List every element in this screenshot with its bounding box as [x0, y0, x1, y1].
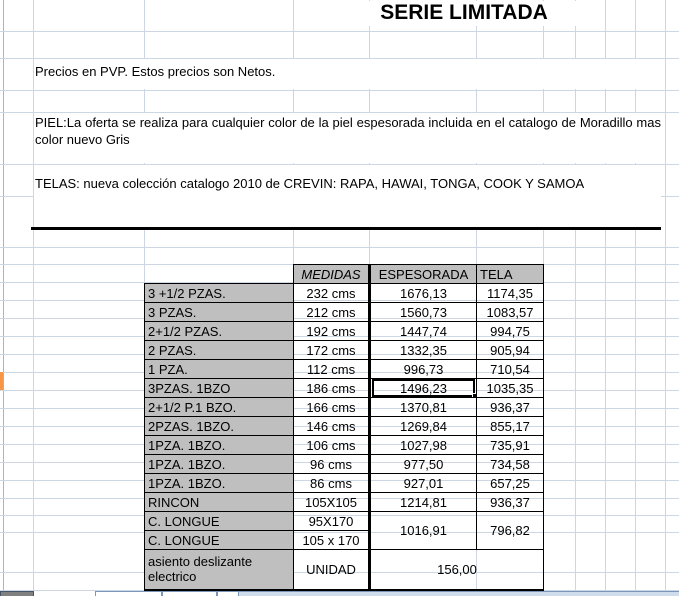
table-row: [145, 322, 544, 341]
cell-tela[interactable]: 657,25: [477, 474, 544, 493]
cell-label[interactable]: 1PZA. 1BZO.: [145, 436, 294, 455]
cell-label[interactable]: RINCON: [145, 493, 294, 512]
cell-tela[interactable]: 936,37: [477, 493, 544, 512]
cell-label[interactable]: 1 PZA.: [145, 360, 294, 379]
cell-label[interactable]: 3PZAS. 1BZO: [145, 379, 294, 398]
cell-espesorada[interactable]: 1269,84: [370, 417, 477, 436]
cell-medidas[interactable]: 96 cms: [294, 455, 370, 474]
cell-label[interactable]: asiento deslizante electrico: [145, 550, 294, 590]
cell-tela[interactable]: 710,54: [477, 360, 544, 379]
thick-divider-line: [31, 227, 661, 230]
table-row: [145, 398, 544, 417]
cell-medidas[interactable]: UNIDAD: [294, 550, 370, 590]
col-header-tela[interactable]: TELA: [477, 265, 544, 284]
price-table: [144, 264, 544, 591]
note-telas-cell[interactable]: [34, 165, 661, 227]
cell-label[interactable]: 3 +1/2 PZAS.: [145, 284, 294, 303]
table-row: [145, 455, 544, 474]
sheet-scroll-bar[interactable]: [239, 591, 679, 596]
header-empty-cell[interactable]: [145, 265, 294, 284]
cell-medidas[interactable]: 146 cms: [294, 417, 370, 436]
cell-espesorada[interactable]: 1560,73: [370, 303, 477, 322]
cell-medidas[interactable]: 212 cms: [294, 303, 370, 322]
gridline: [0, 90, 679, 91]
cell-tela[interactable]: 1035,35: [477, 379, 544, 398]
table-row: [145, 512, 544, 531]
cell-espesorada[interactable]: 1676,13: [370, 284, 477, 303]
sheet-tab[interactable]: [95, 591, 162, 596]
cell-label[interactable]: C. LONGUE: [145, 531, 294, 550]
cell-medidas[interactable]: 105 x 170: [294, 531, 370, 550]
cell-tela[interactable]: 1083,57: [477, 303, 544, 322]
gridline: [0, 247, 679, 248]
gridline: [0, 31, 679, 32]
page-title: SERIE LIMITADA: [336, 1, 592, 26]
cell-medidas[interactable]: 86 cms: [294, 474, 370, 493]
cell-tela[interactable]: 994,75: [477, 322, 544, 341]
table-header-row: [145, 265, 544, 284]
cell-espesorada[interactable]: 1332,35: [370, 341, 477, 360]
cell-tela[interactable]: 905,94: [477, 341, 544, 360]
cell-espesorada[interactable]: 927,01: [370, 474, 477, 493]
note-piel: PIEL:La oferta se realiza para cualquier color de la piel espesorada incluida en el catalogo de Moradillo mas color nuevo Gris: [35, 115, 661, 147]
cell-tela[interactable]: 735,91: [477, 436, 544, 455]
cell-medidas[interactable]: 172 cms: [294, 341, 370, 360]
cell-tela[interactable]: 734,58: [477, 455, 544, 474]
cell-medidas[interactable]: 105X105: [294, 493, 370, 512]
cell-espesorada[interactable]: 1016,91: [370, 512, 477, 550]
cell-medidas[interactable]: 192 cms: [294, 322, 370, 341]
cell-label[interactable]: 2+1/2 PZAS.: [145, 322, 294, 341]
sheet-tab-bar: [0, 591, 679, 595]
cell-medidas[interactable]: 95X170: [294, 512, 370, 531]
sheet-tab[interactable]: [162, 591, 217, 596]
cell-espesorada[interactable]: 996,73: [370, 360, 477, 379]
cell-medidas[interactable]: 232 cms: [294, 284, 370, 303]
cell-label[interactable]: 2 PZAS.: [145, 341, 294, 360]
cell-espesorada[interactable]: 977,50: [370, 455, 477, 474]
cell-medidas[interactable]: 106 cms: [294, 436, 370, 455]
cell-label[interactable]: 2PZAS. 1BZO.: [145, 417, 294, 436]
cell-espesorada[interactable]: 1447,74: [370, 322, 477, 341]
gridline: [665, 0, 666, 591]
table-row: [145, 284, 544, 303]
table-row: [145, 436, 544, 455]
table-row: [145, 379, 544, 398]
table-row: [145, 417, 544, 436]
table-row: [145, 341, 544, 360]
cell-tela[interactable]: 936,37: [477, 398, 544, 417]
table-row: [145, 360, 544, 379]
cell-tela[interactable]: 1174,35: [477, 284, 544, 303]
cell-label[interactable]: C. LONGUE: [145, 512, 294, 531]
col-header-medidas[interactable]: MEDIDAS: [294, 265, 370, 284]
cell-espesorada[interactable]: 1214,81: [370, 493, 477, 512]
cell-tela[interactable]: 796,82: [477, 512, 544, 550]
cell-espesorada[interactable]: 1370,81: [370, 398, 477, 417]
cell-label[interactable]: 2+1/2 P.1 BZO.: [145, 398, 294, 417]
orange-marker-cell[interactable]: [0, 372, 3, 390]
cell-tela[interactable]: 855,17: [477, 417, 544, 436]
fill-handle[interactable]: [472, 393, 477, 398]
cell-label[interactable]: 1PZA. 1BZO.: [145, 455, 294, 474]
sheet-tab[interactable]: [217, 591, 239, 596]
note-telas: TELAS: nueva colección catalogo 2010 de CREVIN: RAPA, HAWAI, TONGA, COOK Y SAMOA: [35, 176, 585, 191]
cell-espesorada[interactable]: 1027,98: [370, 436, 477, 455]
cell-medidas[interactable]: 112 cms: [294, 360, 370, 379]
table-row: [145, 474, 544, 493]
cell-medidas[interactable]: 166 cms: [294, 398, 370, 417]
cell-label[interactable]: 1PZA. 1BZO.: [145, 474, 294, 493]
cell-label[interactable]: 3 PZAS.: [145, 303, 294, 322]
active-cell[interactable]: 1496,23: [370, 379, 477, 398]
sheet-tab[interactable]: [0, 591, 34, 596]
table-row: [145, 550, 544, 590]
table-row: [145, 303, 544, 322]
cell-price-combined[interactable]: 156,00: [370, 550, 544, 590]
col-header-espesorada[interactable]: ESPESORADA: [370, 265, 477, 284]
table-row: [145, 493, 544, 512]
gridline: [3, 0, 4, 591]
note-pvp: Precios en PVP. Estos precios son Netos.: [35, 64, 276, 79]
cell-medidas[interactable]: 186 cms: [294, 379, 370, 398]
